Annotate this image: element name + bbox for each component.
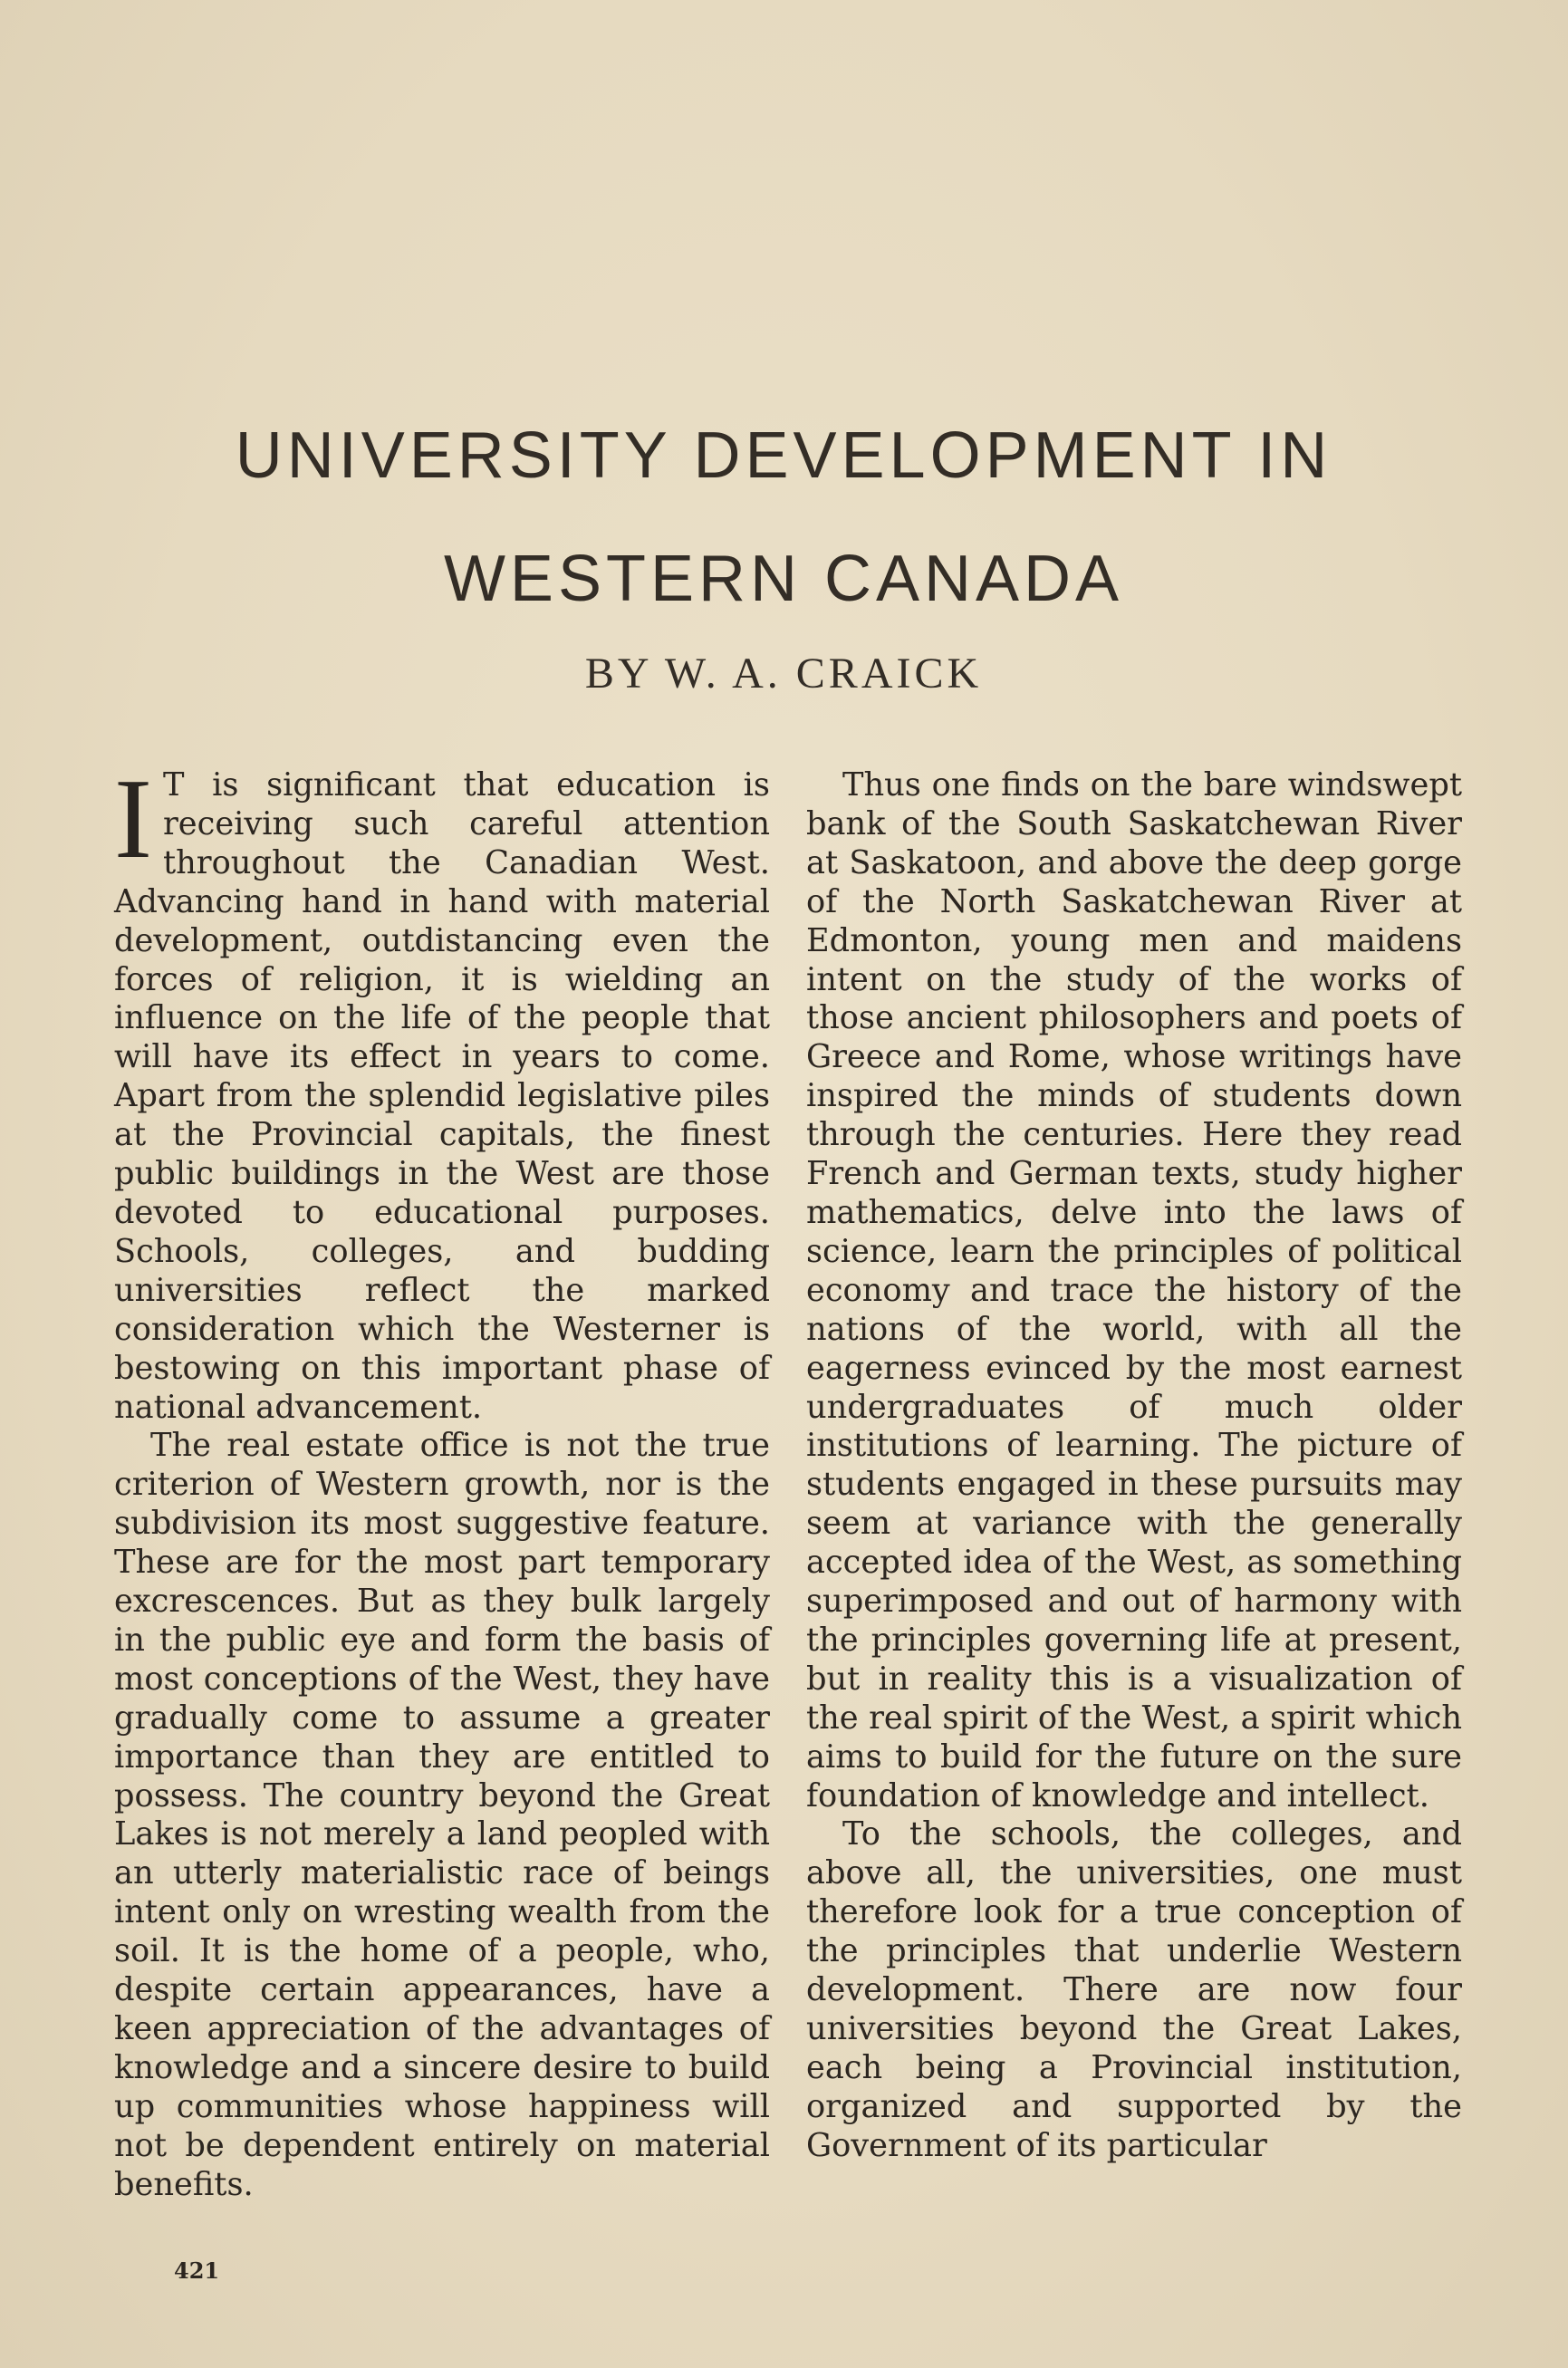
- page-number: 421: [174, 2257, 220, 2284]
- bleed-through-header: [471, 72, 1422, 109]
- left-paragraph-2: The real estate office is not the true criterion of Western growth, nor is the subdivision its most suggestive feature. These are for the most part temporary excrescences. But as they bulk largely in the public eye and form the basis of most conceptions of the West, they have gradually come to assume a greater importance than they are entitled to possess. The country beyond the Great Lakes is not merely a land peopled with an utterly materialistic race of beings intent only on wresting wealth from the soil. It is the home of a people, who, despite certain appearances, have a keen appreciation of the advantages of knowledge and a sincere desire to build up communities whose happiness will not be dependent entirely on material benefits.: [114, 1427, 770, 2203]
- article-title-line-2: WESTERN CANADA: [443, 543, 1124, 615]
- article-title-line-1: UNIVERSITY DEVELOPMENT IN: [235, 419, 1332, 492]
- right-column: [806, 766, 1462, 2166]
- article-byline: BY W. A. CRAICK: [584, 650, 983, 698]
- drop-cap: I: [114, 756, 152, 882]
- left-paragraph-1-text: T is significant that education is receiving such careful attention throughout the Canadian West. Advancing hand in hand with material development, outdistancing even the forces of religion, it is wielding an influence on the life of the people that will have its effect in years to come. Apart from the splendid legislative piles at the Provincial capitals, the finest public buildings in the West are those devoted to educational purposes. Schools, colleges, and budding universities reflect the marked consideration which the Westerner is bestowing on this important phase of national advancement.: [114, 766, 770, 1426]
- right-paragraph-1: Thus one finds on the bare windswept bank of the South Saskatchewan River at Saskatoon, and above the deep gorge of the North Saskatchewan River at Edmonton, young men and maidens intent on the study of the works of those ancient philosophers and poets of Greece and Rome, whose writings have inspired the minds of students down through the centuries. Here they read French and German texts, study higher mathematics, delve into the laws of science, learn the principles of political economy and trace the history of the nations of the world, with all the eagerness evinced by the most earnest undergraduates of much older institutions of learning. The picture of students engaged in these pursuits may seem at variance with the generally accepted idea of the West, as something superimposed and out of harmony with the principles governing life at present, but in reality this is a visualization of the real spirit of the West, a spirit which aims to build for the future on the sure foundation of knowledge and intellect.: [806, 766, 1462, 1815]
- right-paragraph-2: To the schools, the colleges, and above all, the universities, one must therefore look for a true conception of the principles that underlie Western development. There are now four universities beyond the Great Lakes, each being a Provincial institution, organized and supported by the Government of its particular: [806, 1815, 1462, 2164]
- left-column: [114, 756, 770, 2205]
- left-paragraph-1: [114, 756, 770, 1427]
